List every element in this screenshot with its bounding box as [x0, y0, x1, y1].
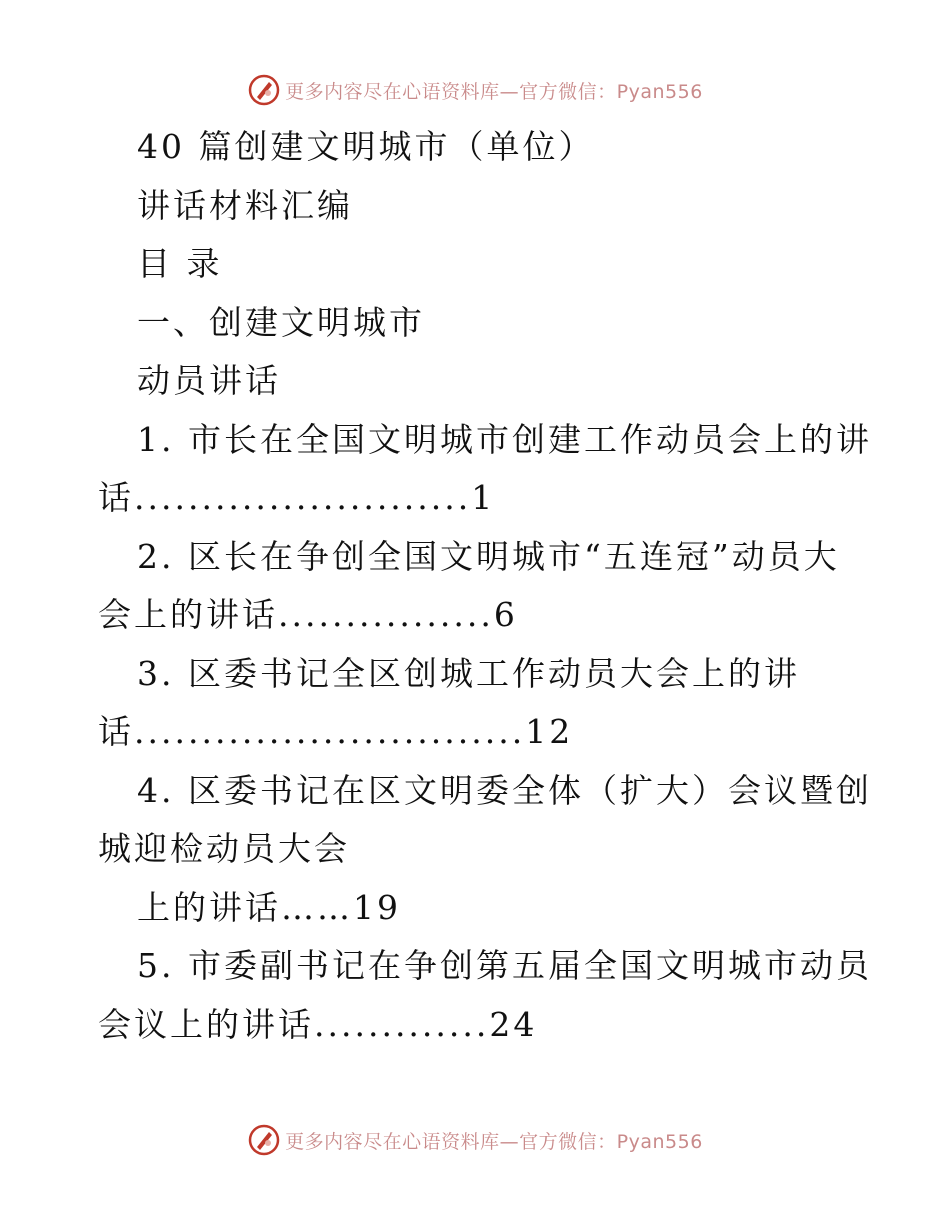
document-title-line-2: 讲话材料汇编: [137, 186, 353, 225]
document-title-line-1: 40 篇创建文明城市（单位）: [137, 127, 595, 166]
toc-entry-1-line-1: 1. 市长在全国文明城市创建工作动员会上的讲: [137, 420, 872, 459]
footer-watermark: [0, 1120, 950, 1160]
pen-logo-icon: [247, 73, 281, 107]
watermark-text: 更多内容尽在心语资料库—官方微信：Pyan556: [285, 80, 703, 103]
section-heading-line-2: 动员讲话: [137, 361, 281, 400]
toc-entry-3-line-1: 3. 区委书记全区创城工作动员大会上的讲: [137, 654, 800, 693]
pen-logo-icon: [247, 1123, 281, 1157]
toc-entry-5-line-1: 5. 市委副书记在争创第五届全国文明城市动员: [137, 946, 872, 985]
watermark-text: 更多内容尽在心语资料库—官方微信：Pyan556: [285, 1130, 703, 1153]
toc-entry-2-line-2: 会上的讲话................6: [98, 595, 518, 634]
toc-entry-2-line-1: 2. 区长在争创全国文明城市“五连冠”动员大: [137, 537, 840, 576]
toc-entry-4-line-2: 城迎检动员大会: [98, 829, 350, 868]
toc-entry-4-line-1: 4. 区委书记在区文明委全体（扩大）会议暨创: [137, 771, 872, 810]
toc-entry-4-line-3: 上的讲话……19: [137, 888, 401, 927]
toc-entry-5-line-2: 会议上的讲话.............24: [98, 1005, 538, 1044]
toc-entry-3-line-2: 话.............................12: [98, 712, 574, 751]
toc-heading: 目 录: [137, 244, 223, 283]
section-heading-line-1: 一、创建文明城市: [137, 303, 425, 342]
toc-entry-1-line-2: 话.........................1: [98, 478, 496, 517]
header-watermark: [0, 70, 950, 110]
